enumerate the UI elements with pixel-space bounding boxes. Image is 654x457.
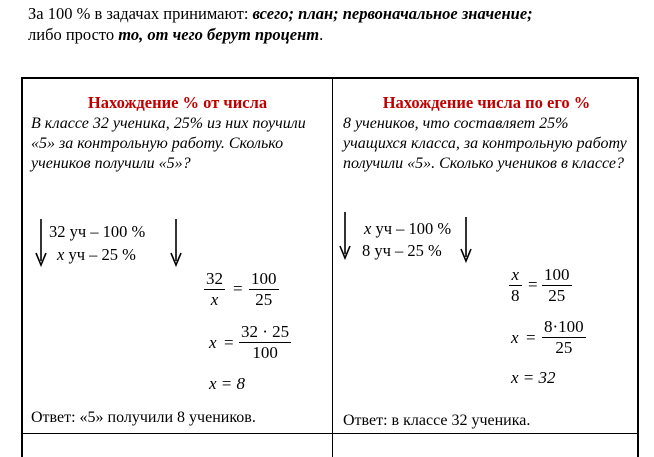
left-title: Нахождение % от числа — [87, 93, 268, 112]
right-fraction-2-numerator: 100 — [544, 265, 570, 284]
right-proportion-row-2: 8 уч – 25 % — [362, 241, 442, 260]
left-fraction-1-denominator: x — [210, 290, 219, 309]
left-arrow-down-icon — [35, 219, 47, 267]
table-row-divider — [23, 433, 637, 434]
left-row-2-variable: х — [57, 245, 65, 264]
right-row-1-text: уч – 100 % — [371, 219, 452, 238]
left-proportion-row-2 — [57, 245, 136, 265]
right-fraction-3-denominator: 25 — [555, 338, 573, 357]
right-fraction-1 — [509, 265, 522, 306]
right-proportion-row-1 — [364, 219, 451, 239]
right-fraction-3 — [542, 317, 586, 358]
right-answer: Ответ: в классе 32 ученика. — [343, 412, 531, 429]
intro-line-2-suffix: . — [319, 25, 324, 44]
left-row-2-text: уч – 25 % — [64, 245, 136, 264]
left-fraction-2 — [249, 269, 279, 310]
right-fraction-1-numerator: x — [511, 265, 520, 284]
intro-line-2-emphasis: то, от чего берут процент — [118, 25, 320, 44]
left-equals-2: = — [224, 333, 234, 352]
right-row-1-variable: x — [364, 219, 372, 238]
intro-line-1 — [28, 3, 648, 24]
left-result: x = 8 — [209, 374, 246, 393]
left-proportion-row-1: 32 уч – 100 % — [49, 222, 146, 241]
right-fraction-2 — [542, 265, 572, 306]
intro-line-2 — [28, 24, 648, 45]
left-fraction-1 — [204, 269, 225, 310]
left-fraction-1-numerator: 32 — [206, 269, 223, 288]
left-x-label: x — [209, 333, 217, 352]
right-title: Нахождение числа по его % — [382, 93, 591, 112]
right-equals-1: = — [528, 275, 538, 294]
left-fraction-3 — [239, 322, 291, 363]
right-x-label: x — [511, 328, 519, 347]
right-cell — [334, 79, 639, 433]
right-fraction-2-denominator: 25 — [548, 286, 566, 305]
right-arrow-down-icon-2 — [460, 217, 472, 263]
left-fraction-2-numerator: 100 — [251, 269, 277, 288]
left-cell — [23, 79, 332, 433]
left-problem: В классе 32 ученика, 25% из них поучили «5» за контрольную работу. Сколько учеников получили «5»? — [31, 115, 306, 172]
intro-line-1-emphasis: всего; план; первоначальное значение; — [252, 4, 533, 23]
table-column-divider — [332, 79, 333, 457]
right-equals-2: = — [526, 328, 536, 347]
right-problem: 8 учеников, что составляет 25% учащихся класса, за контрольную работу получили «5». Сколько учеников в классе? — [343, 115, 627, 172]
intro-text — [28, 3, 648, 45]
left-fraction-3-denominator: 100 — [252, 343, 278, 362]
intro-line-2-prefix: либо просто — [28, 25, 119, 44]
right-fraction-1-denominator: 8 — [511, 286, 520, 305]
left-equals-1: = — [233, 279, 243, 298]
right-result: x = 32 — [511, 368, 556, 387]
right-fraction-3-numerator: 8·100 — [544, 317, 584, 336]
left-fraction-2-denominator: 25 — [255, 290, 273, 309]
left-fraction-3-numerator: 32 · 25 — [241, 322, 290, 341]
left-answer: Ответ: «5» получили 8 учеников. — [31, 409, 256, 426]
intro-line-1-prefix: За 100 % в задачах принимают: — [28, 4, 253, 23]
right-arrow-down-icon — [339, 212, 351, 260]
comparison-table — [21, 77, 639, 457]
left-arrow-down-icon-2 — [170, 219, 182, 267]
